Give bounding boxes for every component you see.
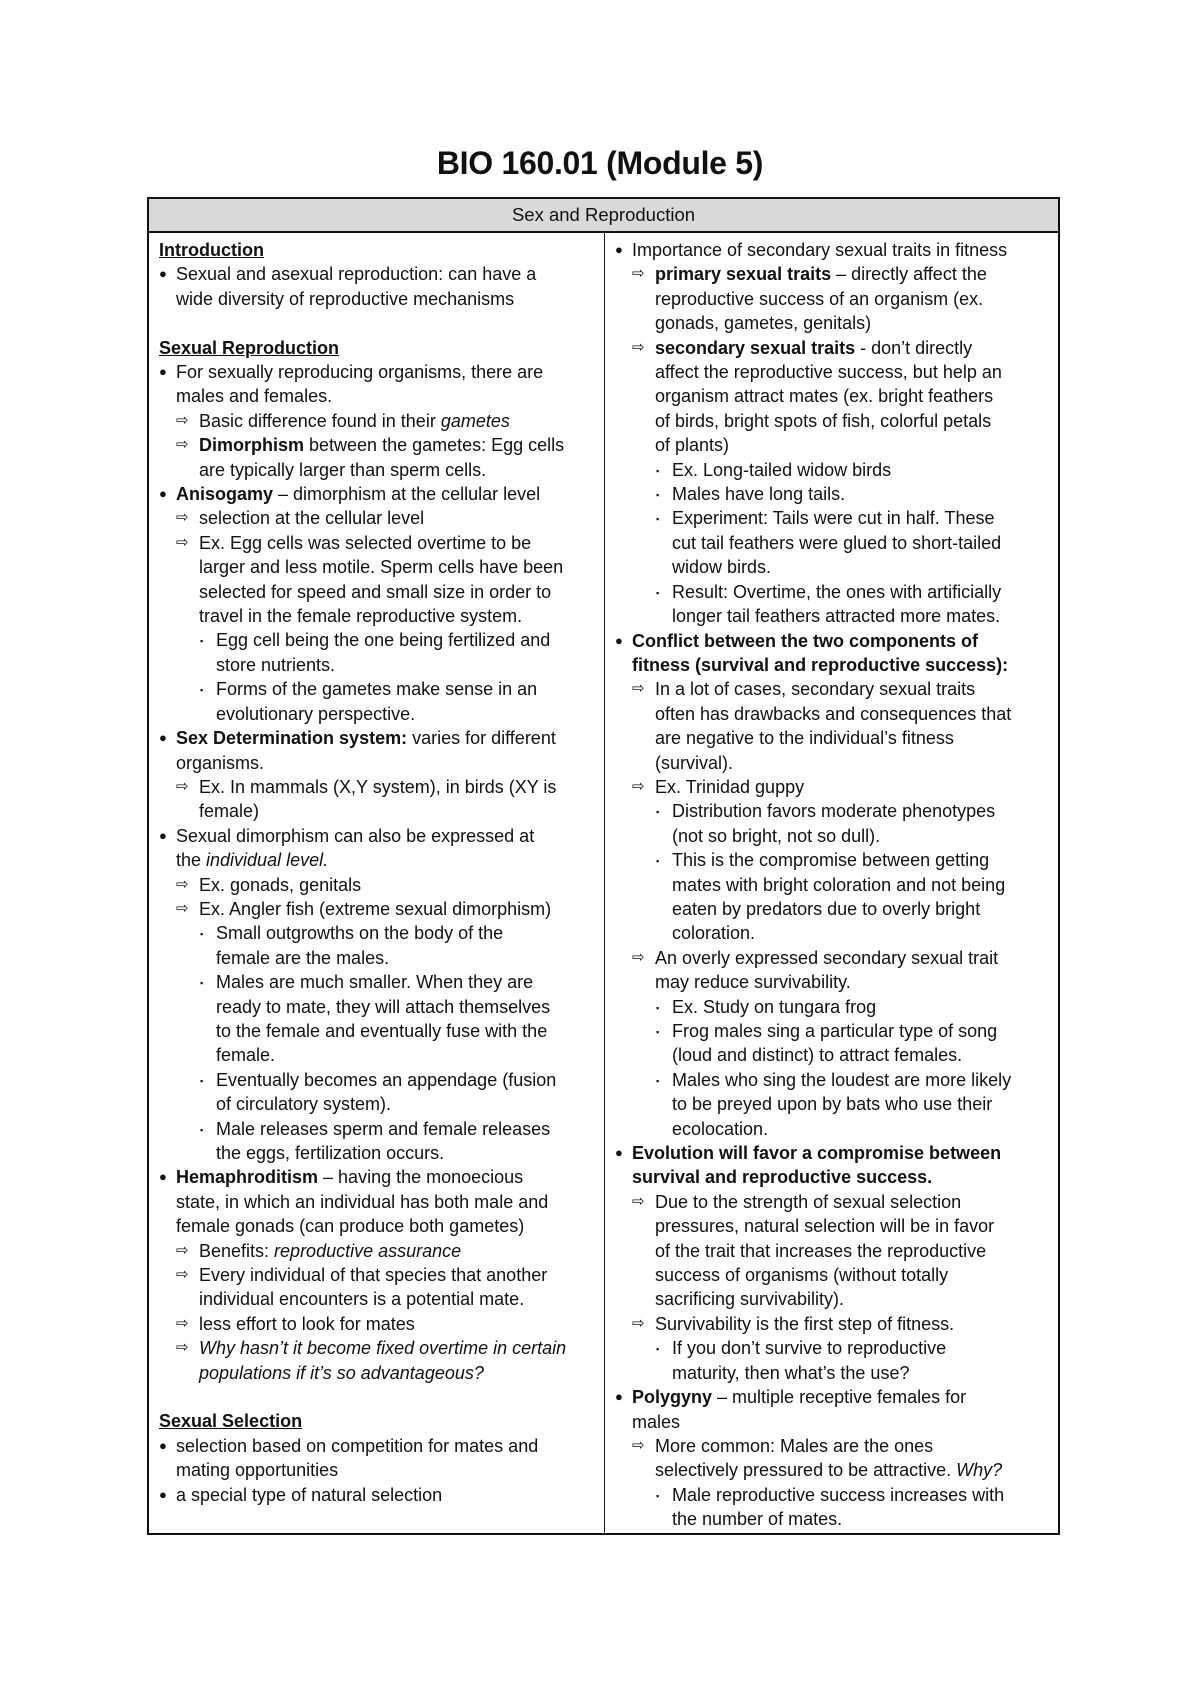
list-item	[159, 482, 596, 506]
item-text: selection at the cellular level	[199, 508, 425, 529]
list-item-continuation	[615, 873, 1050, 897]
list-item	[159, 921, 596, 945]
list-item	[615, 482, 1050, 506]
item-text: – multiple receptive females for	[712, 1387, 967, 1408]
item-text: wide diversity of reproductive mechanisms	[176, 288, 515, 309]
list-item	[615, 1190, 1050, 1214]
list-item-continuation	[615, 1239, 1050, 1263]
arrow-bullet-icon: ⇨	[632, 777, 645, 795]
item-text: eaten by predators due to overly bright	[672, 898, 981, 919]
item-text: (not so bright, not so dull).	[672, 825, 881, 846]
right-column	[605, 233, 1058, 1533]
item-text: This is the compromise between getting	[672, 850, 990, 871]
item-text: Experiment: Tails were cut in half. These	[672, 508, 995, 529]
item-text: larger and less motile. Sperm cells have been	[199, 557, 564, 578]
list-item-continuation	[615, 1043, 1050, 1067]
item-text: of circulatory system).	[216, 1094, 392, 1115]
item-text: to be preyed upon by bats who use their	[672, 1094, 993, 1115]
section-heading: Sexual Reproduction	[159, 337, 340, 358]
item-text: sacrificing survivability).	[655, 1289, 845, 1310]
item-text: Males are much smaller. When they are	[216, 972, 534, 993]
square-bullet-icon: ▪	[656, 490, 660, 501]
item-text: For sexually reproducing organisms, there are	[176, 362, 544, 383]
bullet-icon: ●	[159, 486, 167, 502]
list-item-continuation	[615, 433, 1050, 457]
list-item	[615, 458, 1050, 482]
bullet-icon: ●	[615, 632, 623, 648]
list-item	[159, 897, 596, 921]
list-item	[159, 1483, 596, 1507]
item-text: cut tail feathers were glued to short-tailed	[672, 532, 1002, 553]
bold-term: Conflict between the two components of	[632, 630, 978, 651]
item-text: individual encounters is a potential mate.	[199, 1289, 525, 1310]
item-text: to the female and eventually fuse with the	[216, 1020, 548, 1041]
list-item	[159, 970, 596, 994]
item-text: female gonads (can produce both gametes)	[176, 1216, 525, 1237]
list-item-continuation	[615, 1214, 1050, 1238]
list-item-continuation	[159, 653, 596, 677]
arrow-bullet-icon: ⇨	[176, 777, 189, 795]
item-text: selectively pressured to be attractive.	[655, 1460, 957, 1481]
item-text: are negative to the individual’s fitness	[655, 728, 954, 749]
list-item-continuation	[615, 1287, 1050, 1311]
list-item-continuation	[159, 1458, 596, 1482]
arrow-bullet-icon: ⇨	[176, 1266, 189, 1284]
list-item-continuation	[159, 946, 596, 970]
list-item	[615, 506, 1050, 530]
list-item	[615, 1336, 1050, 1360]
list-item	[615, 799, 1050, 823]
list-item	[615, 336, 1050, 360]
bold-term: fitness (survival and reproductive success):	[632, 654, 1009, 675]
square-bullet-icon: ▪	[656, 1027, 660, 1037]
list-item	[159, 1117, 596, 1141]
bullet-icon: ●	[615, 242, 623, 257]
list-item	[615, 995, 1050, 1019]
item-text: (loud and distinct) to attract females.	[672, 1045, 963, 1066]
square-bullet-icon: ▪	[656, 514, 660, 525]
list-item	[159, 628, 596, 652]
list-item-continuation	[615, 384, 1050, 408]
item-text: – directly affect the	[831, 264, 987, 285]
square-bullet-icon: ▪	[656, 856, 660, 867]
list-item	[159, 1239, 596, 1263]
item-text: between the gametes: Egg cells	[304, 435, 565, 456]
list-item-continuation	[615, 824, 1050, 848]
list-item-continuation	[159, 1190, 596, 1214]
notes-table	[147, 197, 1060, 1535]
item-text: of the trait that increases the reproductive	[655, 1240, 987, 1261]
list-item	[159, 506, 596, 530]
italic-text: Why?	[956, 1460, 1003, 1481]
arrow-bullet-icon: ⇨	[632, 948, 645, 966]
list-item-continuation	[159, 1043, 596, 1067]
arrow-bullet-icon: ⇨	[176, 1314, 189, 1332]
list-item-continuation	[159, 1019, 596, 1043]
bullet-icon: ●	[159, 1437, 167, 1453]
item-text: Forms of the gametes make sense in an	[216, 679, 538, 700]
item-text: – dimorphism at the cellular level	[273, 484, 541, 505]
item-text: Ex. Study on tungara frog	[672, 996, 877, 1017]
item-text: Male reproductive success increases with	[672, 1484, 1005, 1505]
item-text: Frog males sing a particular type of song	[672, 1021, 998, 1041]
item-text: Ex. gonads, genitals	[199, 874, 362, 895]
list-item-continuation	[159, 995, 596, 1019]
item-text: selection based on competition for mates and	[176, 1435, 539, 1456]
item-text: state, in which an individual has both male and	[176, 1191, 549, 1212]
arrow-bullet-icon: ⇨	[176, 411, 189, 429]
list-item-continuation	[159, 1361, 596, 1385]
left-column	[149, 233, 605, 1533]
item-text: gonads, gametes, genitals)	[655, 313, 872, 334]
item-text: female)	[199, 801, 260, 822]
item-text: Male releases sperm and female releases	[216, 1118, 551, 1139]
bullet-icon: ●	[615, 1145, 623, 1161]
list-item	[615, 262, 1050, 286]
item-text: Ex. Trinidad guppy	[655, 776, 805, 797]
bold-term: Polygyny	[632, 1387, 713, 1408]
list-item	[159, 824, 596, 848]
square-bullet-icon: ▪	[656, 587, 660, 598]
list-item-continuation	[615, 1458, 1050, 1482]
list-item-continuation	[615, 653, 1050, 677]
list-item	[159, 1068, 596, 1092]
bullet-icon: ●	[159, 1486, 167, 1502]
list-item	[159, 1434, 596, 1458]
item-text: Small outgrowths on the body of the	[216, 923, 504, 944]
item-text: Ex. Angler fish (extreme sexual dimorphism)	[199, 898, 552, 919]
arrow-bullet-icon: ⇨	[632, 1192, 645, 1210]
item-text: Ex. Egg cells was selected overtime to be	[199, 532, 532, 553]
list-item	[159, 1165, 596, 1189]
item-text: (survival).	[655, 752, 734, 773]
item-text: are typically larger than sperm cells.	[199, 459, 487, 480]
list-item-continuation	[615, 1117, 1050, 1141]
bold-term: Anisogamy	[176, 484, 274, 505]
list-item-continuation	[159, 287, 596, 311]
list-item	[615, 775, 1050, 799]
item-text: the	[176, 850, 207, 871]
item-text: Distribution favors moderate phenotypes	[672, 801, 996, 822]
list-item-continuation	[615, 1361, 1050, 1385]
item-text: Due to the strength of sexual selection	[655, 1191, 962, 1212]
square-bullet-icon: ▪	[656, 465, 660, 476]
list-item	[615, 238, 1050, 262]
list-item	[159, 262, 596, 286]
item-text: Basic difference found in their	[199, 410, 441, 431]
list-item	[159, 433, 596, 457]
item-text: Males have long tails.	[672, 484, 846, 505]
item-text: female.	[216, 1045, 276, 1066]
bold-term: Sex Determination system:	[176, 728, 408, 749]
square-bullet-icon: ▪	[200, 1124, 204, 1135]
arrow-bullet-icon: ⇨	[176, 533, 189, 551]
list-item-continuation	[159, 751, 596, 775]
item-text: males	[632, 1411, 681, 1432]
item-text: longer tail feathers attracted more mates.	[672, 606, 1001, 627]
item-text: An overly expressed secondary sexual trait	[655, 947, 999, 968]
item-text: More common: Males are the ones	[655, 1435, 934, 1456]
list-item-continuation	[159, 1141, 596, 1165]
item-text: Sexual dimorphism can also be expressed at	[176, 825, 535, 846]
bold-term: primary sexual traits	[655, 264, 832, 285]
italic-text: Why hasn’t it become fixed overtime in certain	[199, 1338, 567, 1359]
list-item-continuation	[615, 726, 1050, 750]
arrow-bullet-icon: ⇨	[632, 338, 645, 356]
list-item	[615, 1141, 1050, 1165]
list-item	[615, 1434, 1050, 1458]
list-item-continuation	[159, 604, 596, 628]
item-text: Sexual and asexual reproduction: can have a	[176, 264, 537, 285]
item-text: – having the monoecious	[318, 1167, 524, 1188]
item-text: If you don’t survive to reproductive	[672, 1338, 947, 1359]
item-text: Importance of secondary sexual traits in fitness	[632, 240, 1008, 260]
bold-term: Dimorphism	[199, 435, 305, 456]
bold-term: Evolution will favor a compromise between	[632, 1143, 1002, 1164]
list-item-continuation	[615, 751, 1050, 775]
item-text: Every individual of that species that another	[199, 1265, 548, 1286]
bullet-icon: ●	[615, 1389, 623, 1405]
item-text: Benefits:	[199, 1240, 275, 1261]
item-text: may reduce survivability.	[655, 972, 851, 993]
list-item	[615, 1312, 1050, 1336]
square-bullet-icon: ▪	[656, 1344, 660, 1355]
list-item	[159, 531, 596, 555]
list-item-continuation	[615, 409, 1050, 433]
item-text: store nutrients.	[216, 654, 336, 675]
item-text: mating opportunities	[176, 1460, 339, 1481]
square-bullet-icon: ▪	[656, 1075, 660, 1086]
bullet-icon: ●	[159, 266, 167, 282]
section-heading: Sexual Selection	[159, 1411, 303, 1432]
arrow-bullet-icon: ⇨	[176, 509, 189, 527]
square-bullet-icon: ▪	[200, 636, 204, 647]
section-heading: Introduction	[159, 240, 264, 260]
list-item	[615, 946, 1050, 970]
item-text: evolutionary perspective.	[216, 703, 416, 724]
item-text: In a lot of cases, secondary sexual traits	[655, 679, 976, 700]
item-text: ecolocation.	[672, 1118, 769, 1139]
square-bullet-icon: ▪	[200, 685, 204, 696]
square-bullet-icon: ▪	[200, 929, 204, 940]
italic-text: gametes	[440, 410, 510, 431]
list-item-continuation	[615, 1165, 1050, 1189]
list-item	[615, 580, 1050, 604]
item-text: organisms.	[176, 752, 265, 773]
square-bullet-icon: ▪	[656, 807, 660, 818]
list-item-continuation	[615, 1092, 1050, 1116]
item-text: reproductive success of an organism (ex.	[655, 288, 984, 309]
arrow-bullet-icon: ⇨	[176, 1339, 189, 1357]
list-item-continuation	[159, 848, 596, 872]
arrow-bullet-icon: ⇨	[632, 1436, 645, 1454]
item-text: a special type of natural selection	[176, 1484, 443, 1505]
list-item	[615, 629, 1050, 653]
list-item-continuation	[159, 555, 596, 579]
item-text: varies for different	[407, 728, 556, 749]
item-text: widow birds.	[672, 557, 772, 578]
list-item	[615, 1385, 1050, 1409]
item-text: of birds, bright spots of fish, colorful petals	[655, 410, 992, 431]
item-text: selected for speed and small size in order to	[199, 581, 552, 602]
list-item-continuation	[615, 604, 1050, 628]
item-text: pressures, natural selection will be in favor	[655, 1216, 995, 1237]
item-text: success of organisms (without totally	[655, 1265, 949, 1286]
list-item-continuation	[615, 531, 1050, 555]
list-item	[615, 848, 1050, 872]
item-text: Result: Overtime, the ones with artificially	[672, 581, 1002, 602]
item-text: Ex. Long-tailed widow birds	[672, 459, 892, 480]
list-item-continuation	[615, 360, 1050, 384]
bullet-icon: ●	[159, 1169, 167, 1185]
list-item-continuation	[615, 1507, 1050, 1531]
list-item	[615, 677, 1050, 701]
list-item-continuation	[159, 580, 596, 604]
square-bullet-icon: ▪	[200, 978, 204, 989]
item-text: males and females.	[176, 386, 333, 407]
item-text: coloration.	[672, 923, 756, 944]
list-item-continuation	[615, 702, 1050, 726]
list-item	[159, 1336, 596, 1360]
arrow-bullet-icon: ⇨	[176, 436, 189, 454]
arrow-bullet-icon: ⇨	[632, 265, 645, 283]
list-item-continuation	[615, 311, 1050, 335]
bullet-icon: ●	[159, 730, 167, 746]
item-text: maturity, then what’s the use?	[672, 1362, 910, 1383]
italic-text: individual level.	[206, 850, 329, 871]
list-item	[159, 1263, 596, 1287]
list-item	[159, 409, 596, 433]
arrow-bullet-icon: ⇨	[176, 875, 189, 893]
list-item-continuation	[159, 799, 596, 823]
list-item-continuation	[615, 287, 1050, 311]
list-item-continuation	[159, 702, 596, 726]
item-text: Eventually becomes an appendage (fusion	[216, 1069, 557, 1090]
list-item	[159, 677, 596, 701]
square-bullet-icon: ▪	[200, 1075, 204, 1086]
list-item	[615, 1068, 1050, 1092]
item-text: Ex. In mammals (X,Y system), in birds (XY is	[199, 776, 557, 797]
square-bullet-icon: ▪	[656, 1490, 660, 1501]
list-item	[159, 1312, 596, 1336]
bold-term: survival and reproductive success.	[632, 1167, 933, 1188]
item-text: Egg cell being the one being fertilized and	[216, 630, 551, 651]
list-item-continuation	[159, 384, 596, 408]
bold-term: secondary sexual traits	[655, 337, 856, 358]
blank-line	[159, 1385, 596, 1409]
item-text: of plants)	[655, 435, 730, 456]
item-text: mates with bright coloration and not being	[672, 874, 1006, 895]
item-text: affect the reproductive success, but help an	[655, 362, 1002, 383]
item-text: organism attract mates (ex. bright feathers	[655, 386, 994, 407]
list-item-continuation	[159, 1092, 596, 1116]
bullet-icon: ●	[159, 364, 167, 380]
list-item	[615, 1483, 1050, 1507]
list-item	[159, 726, 596, 750]
italic-text: populations if it’s so advantageous?	[199, 1362, 484, 1383]
arrow-bullet-icon: ⇨	[176, 899, 189, 917]
item-text: - don’t directly	[855, 337, 973, 358]
item-text: Survivability is the first step of fitness.	[655, 1313, 955, 1334]
arrow-bullet-icon: ⇨	[632, 1314, 645, 1332]
document-title: BIO 160.01 (Module 5)	[436, 145, 764, 181]
list-item-continuation	[159, 1287, 596, 1311]
item-text: female are the males.	[216, 947, 390, 968]
list-item-continuation	[159, 1214, 596, 1238]
list-item-continuation	[615, 897, 1050, 921]
list-item	[159, 360, 596, 384]
list-item-continuation	[615, 1410, 1050, 1434]
item-text: ready to mate, they will attach themselves	[216, 996, 551, 1017]
item-text: often has drawbacks and consequences that	[655, 703, 1012, 724]
list-item	[159, 775, 596, 799]
item-text: Males who sing the loudest are more likely	[672, 1069, 1012, 1090]
item-text: the number of mates.	[672, 1509, 843, 1530]
bold-term: Hemaphroditism	[176, 1167, 319, 1188]
list-item-continuation	[615, 921, 1050, 945]
list-item-continuation	[615, 555, 1050, 579]
list-item	[159, 873, 596, 897]
list-item	[615, 1019, 1050, 1043]
item-text: travel in the female reproductive system.	[199, 606, 523, 627]
bullet-icon: ●	[159, 827, 167, 843]
arrow-bullet-icon: ⇨	[176, 1241, 189, 1259]
item-text: less effort to look for mates	[199, 1313, 415, 1334]
list-item-continuation	[615, 970, 1050, 994]
arrow-bullet-icon: ⇨	[632, 680, 645, 698]
italic-text: reproductive assurance	[274, 1240, 462, 1261]
blank-line	[159, 311, 596, 335]
item-text: the eggs, fertilization occurs.	[216, 1143, 445, 1164]
table-header: Sex and Reproduction	[149, 199, 1058, 233]
list-item-continuation	[615, 1263, 1050, 1287]
list-item-continuation	[159, 458, 596, 482]
square-bullet-icon: ▪	[656, 1002, 660, 1013]
